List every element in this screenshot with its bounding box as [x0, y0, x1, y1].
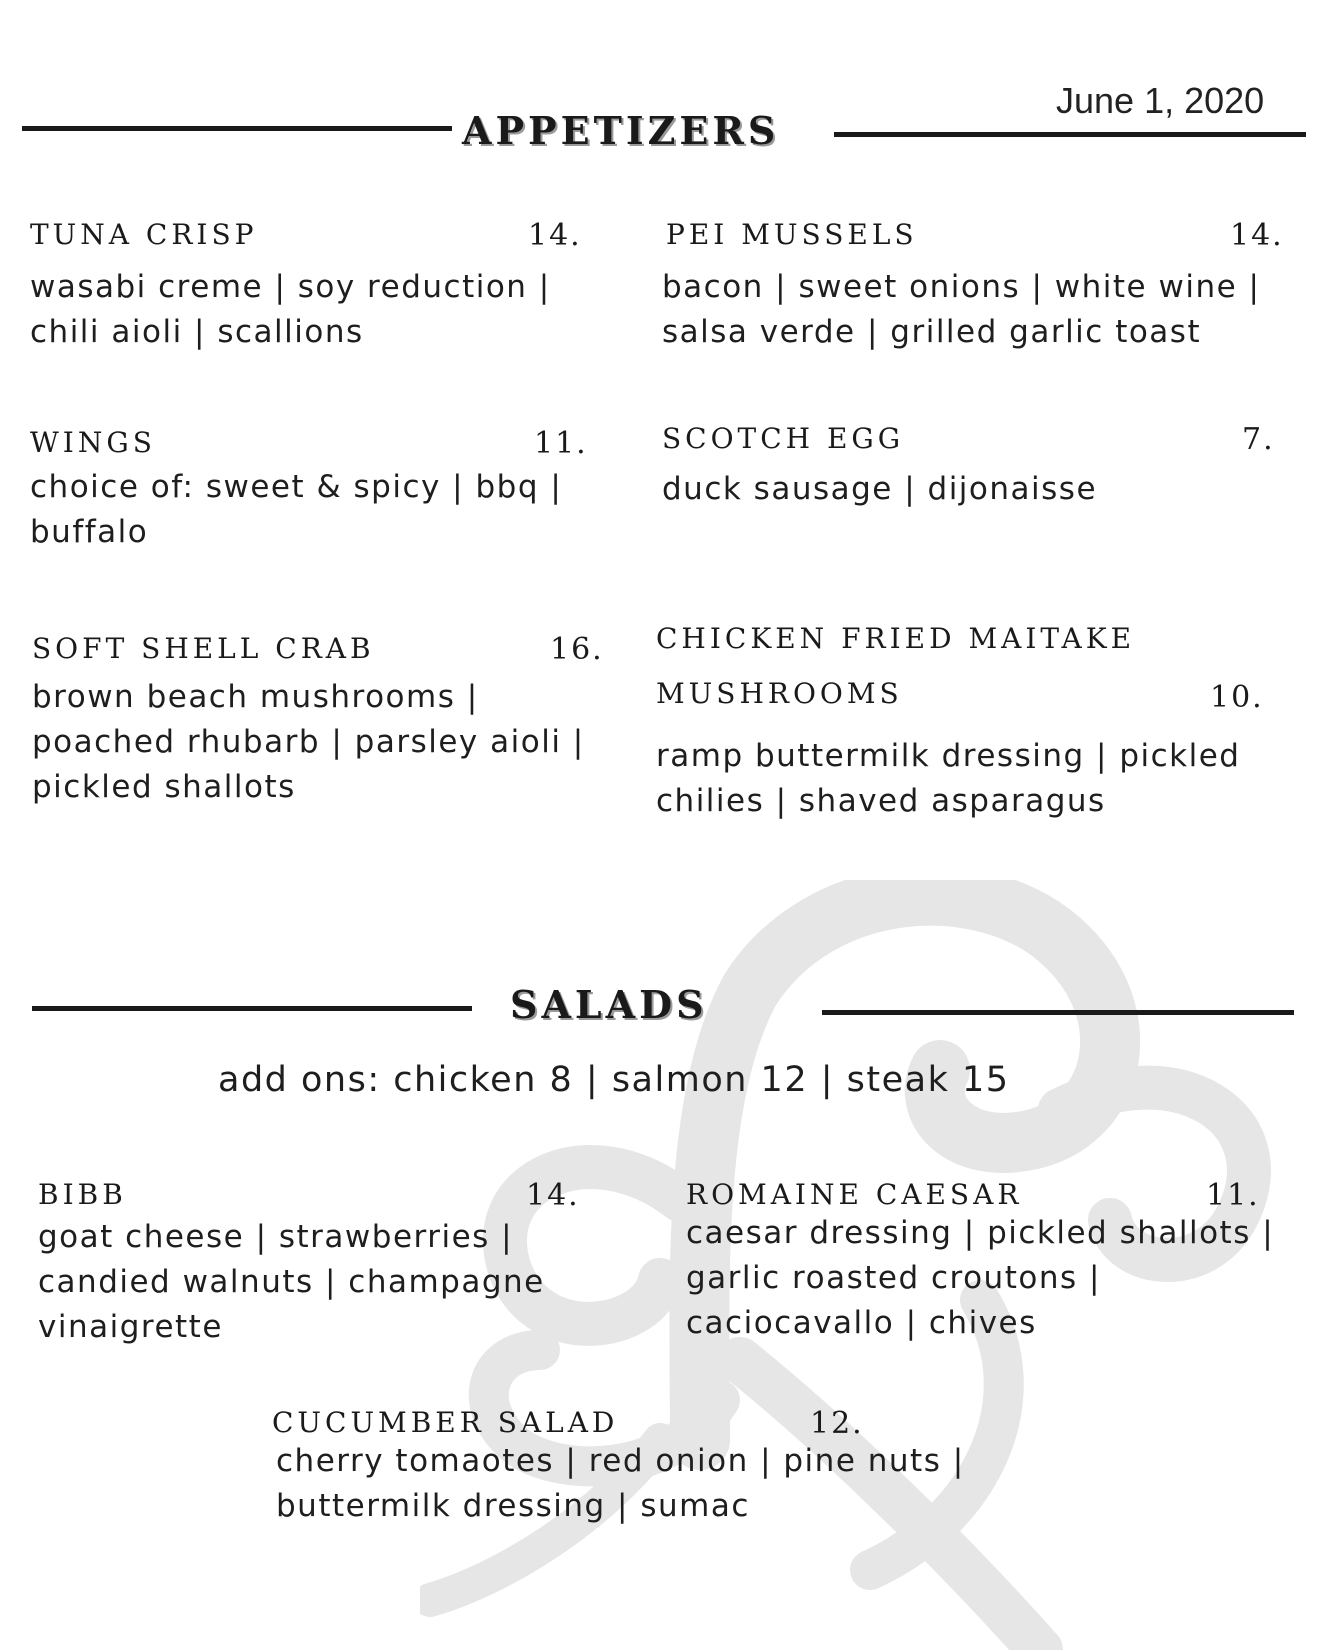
item-price: 14.: [526, 1178, 580, 1213]
item-name: SCOTCH EGG: [662, 422, 905, 455]
divider-rule: [22, 126, 452, 131]
item-price: 10.: [1210, 680, 1264, 715]
item-price: 12.: [810, 1406, 864, 1441]
item-description: wasabi creme | soy reduction | chili aioli | scallions: [30, 269, 551, 350]
item-description: brown beach mushrooms | poached rhubarb | parsley aioli | pickled shallots: [32, 679, 585, 805]
section-title-salads: SALADS: [510, 982, 708, 1027]
divider-rule: [32, 1006, 472, 1011]
salad-add-ons: add ons: chicken 8 | salmon 12 | steak 15: [218, 1060, 1010, 1100]
section-title-appetizers: APPETIZERS: [462, 108, 780, 153]
item-description: caesar dressing | pickled shallots | garlic roasted croutons | caciocavallo | chives: [686, 1215, 1275, 1341]
item-name: ROMAINE CAESAR: [686, 1178, 1023, 1211]
menu-item-scotch-egg: [662, 422, 1282, 512]
item-description: cherry tomaotes | red onion | pine nuts | buttermilk dressing | sumac: [276, 1443, 965, 1524]
item-description: bacon | sweet onions | white wine | salsa verde | grilled garlic toast: [662, 269, 1261, 350]
item-name-line-2: MUSHROOMS: [656, 677, 903, 710]
item-name: PEI MUSSELS: [666, 218, 918, 251]
item-name: SOFT SHELL CRAB: [32, 632, 375, 665]
item-name-line-1: CHICKEN FRIED MAITAKE: [656, 622, 1136, 655]
menu-date: June 1, 2020: [1056, 80, 1265, 121]
item-name: TUNA CRISP: [30, 218, 258, 251]
item-description: goat cheese | strawberries | candied walnuts | champagne vinaigrette: [38, 1219, 545, 1345]
item-description: ramp buttermilk dressing | pickled chilies | shaved asparagus: [656, 738, 1241, 819]
menu-item-wings: [30, 426, 590, 555]
item-price: 14.: [528, 218, 582, 253]
item-description: choice of: sweet & spicy | bbq | buffalo: [30, 469, 563, 550]
divider-rule: [834, 132, 1306, 137]
menu-item-pei-mussels: [662, 218, 1282, 355]
item-price: 16.: [550, 632, 604, 667]
item-price: 11.: [1206, 1178, 1260, 1213]
item-description: duck sausage | dijonaisse: [662, 471, 1098, 507]
menu-item-tuna-crisp: [30, 218, 590, 355]
item-name: BIBB: [38, 1178, 127, 1211]
menu-item-soft-shell-crab: [32, 632, 612, 810]
item-name: WINGS: [30, 426, 156, 459]
menu-item-cucumber-salad: [272, 1406, 992, 1529]
menu-item-romaine-caesar: [686, 1178, 1286, 1346]
item-price: 14.: [1230, 218, 1284, 253]
item-name: CUCUMBER SALAD: [272, 1406, 619, 1439]
menu-item-bibb: [38, 1178, 598, 1350]
menu-item-chicken-fried-maitake: [656, 622, 1286, 824]
divider-rule: [822, 1010, 1294, 1015]
item-price: 7.: [1242, 422, 1275, 457]
item-price: 11.: [534, 426, 588, 461]
